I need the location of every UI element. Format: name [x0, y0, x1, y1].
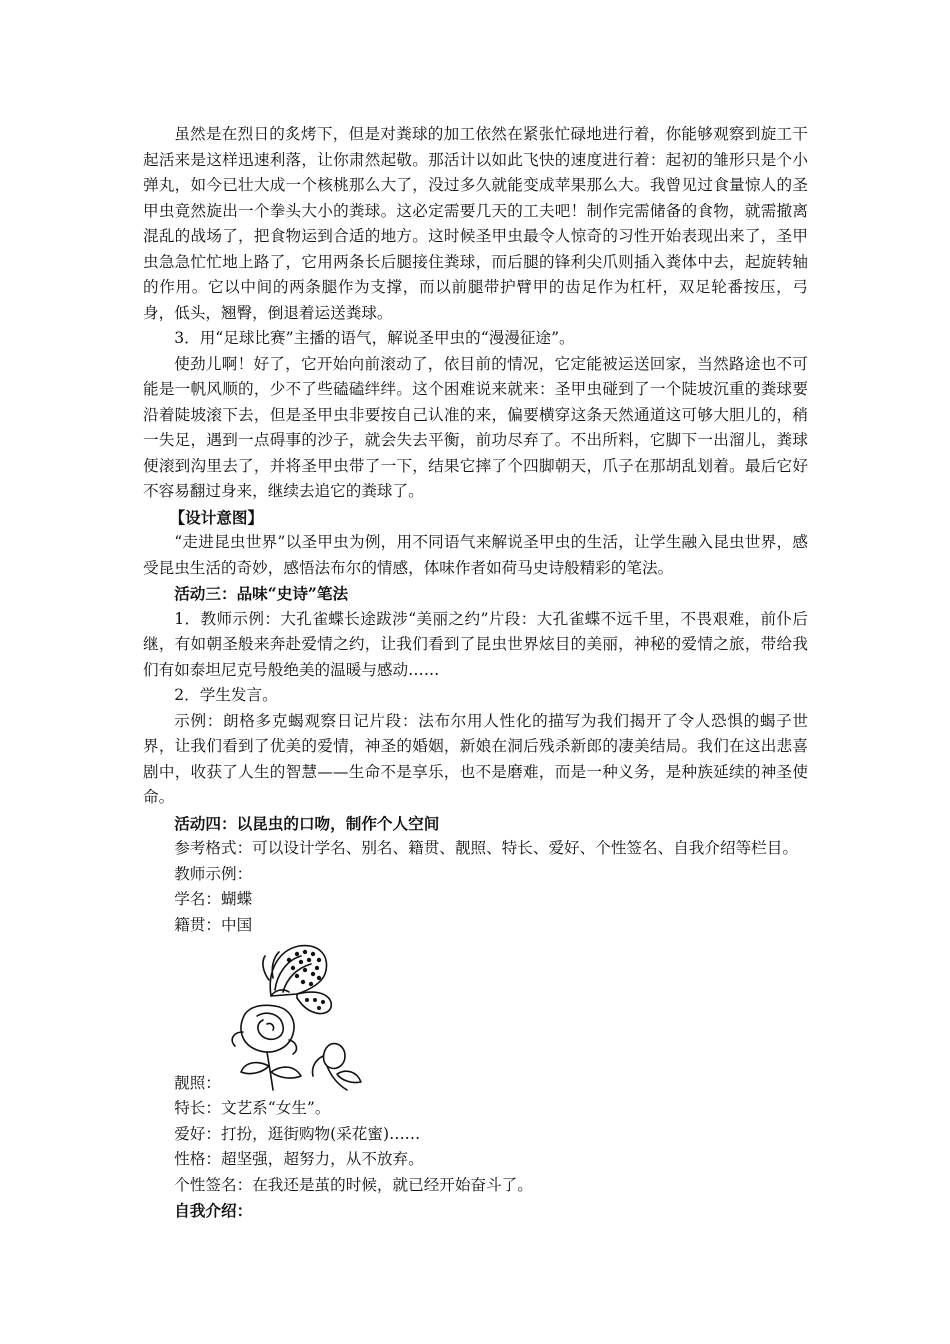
activity-4-heading: 活动四：以昆虫的口吻，制作个人空间 [174, 813, 440, 833]
butterfly-rose-icon [227, 940, 367, 1092]
paragraph-design-intent: “走进昆虫世界”以圣甲虫为例，用不同语气来解说圣甲虫的生活，让学生融入昆虫世界，感受昆虫生活的奇妙，感悟法布尔的情感，体味作者如荷马史诗般精彩的笔法。 [143, 533, 808, 577]
document-page [143, 122, 808, 1224]
paragraph-reference-format: 参考格式：可以设计学名、别名、籍贯、靓照、特长、爱好、个性签名、自我介绍等栏目。 [174, 839, 798, 857]
paragraph-dung-ball: 虽然是在烈日的炙烤下，但是对粪球的加工依然在紧张忙碌地进行着，你能够观察到旋工干起活来是这样迅速利落，让你肃然起敬。那活计以如此飞快的速度进行着：起初的雏形只是个小弹丸，如今已壮大成一个核桃那么大了，没过多久就能变成苹果那么大。我曾见过食量惊人的圣甲虫竟然旋出一个拳头大小的粪球。这必定需要几天的工夫吧！制作完需储备的食物，就需撤离混乱的战场了，把食物运到合适的地方。这时候圣甲虫最令人惊奇的习性开始表现出来了，圣甲虫急急忙忙地上路了，它用两条长后腿接住粪球，而后腿的锋利尖爪则插入粪体中去，起旋转轴的作用。它以中间的两条腿作为支撑，而以前腿带护臂甲的齿足作为杠杆，双足轮番按压，弓身，低头，翘臀，倒退着运送粪球。 [143, 125, 808, 322]
design-intent-heading: 【设计意图】 [169, 507, 264, 527]
photo-label: 靓照： [174, 1073, 221, 1092]
scientific-name-line: 学名：蝴蝶 [174, 890, 253, 908]
personality-line: 性格：超坚强，超努力，从不放弃。 [174, 1150, 424, 1168]
activity-3-heading: 活动三：品味“史诗”笔法 [174, 584, 349, 603]
specialty-line: 特长：文艺系“女生”。 [174, 1099, 331, 1117]
teacher-example-label: 教师示例： [174, 864, 253, 883]
hometown-line: 籍贯：中国 [174, 915, 253, 934]
self-intro-heading: 自我介绍： [174, 1201, 253, 1220]
task-3-heading: 3．用“足球比赛”主播的语气，解说圣甲虫的“漫漫征途”。 [174, 329, 575, 347]
paragraph-student-speech: 2．学生发言。 [174, 686, 278, 704]
paragraph-teacher-example: 1．教师示例：大孔雀蝶长途跋涉“美丽之约”片段：大孔雀蝶不远千里，不畏艰难，前仆后继，有如朝圣般来奔赴爱情之约，让我们看到了昆虫世界炫目的美丽，神秘的爱情之旅，带给我们有如泰坦尼克号般绝美的温暖与感动…… [143, 609, 808, 679]
paragraph-commentary: 使劲儿啊！好了，它开始向前滚动了，依目前的情况，它定能被运送回家，当然路途也不可能是一帆风顺的，少不了些磕磕绊绊。这个困难说来就来：圣甲虫碰到了一个陡坡沉重的粪球要沿着陡坡滚下去，但是圣甲虫非要按自己认准的来，偏要横穿这条天然通道这可够大胆儿的，稍一失足，遇到一点碍事的沙子，就会失去平衡，前功尽弃了。不出所料，它脚下一出溜儿，粪球便滚到沟里去了，并将圣甲虫带了一下，结果它摔了个四脚朝天，爪子在那胡乱划着。最后它好不容易翻过身来，继续去追它的粪球了。 [143, 354, 808, 500]
photo-row [143, 938, 808, 1096]
hobby-line: 爱好：打扮，逛街购物(采花蜜)…… [174, 1124, 421, 1143]
signature-line: 个性签名：在我还是茧的时候，就已经开始奋斗了。 [174, 1175, 533, 1194]
paragraph-scorpion-example: 示例：朗格多克蝎观察日记片段：法布尔用人性化的描写为我们揭开了令人恐惧的蝎子世界，让我们看到了优美的爱情，神圣的婚姻，新娘在洞后残杀新郎的凄美结局。我们在这出悲喜剧中，收获了人生的智慧——生命不是享乐，也不是磨难，而是一种义务，是种族延续的神圣使命。 [143, 711, 808, 806]
